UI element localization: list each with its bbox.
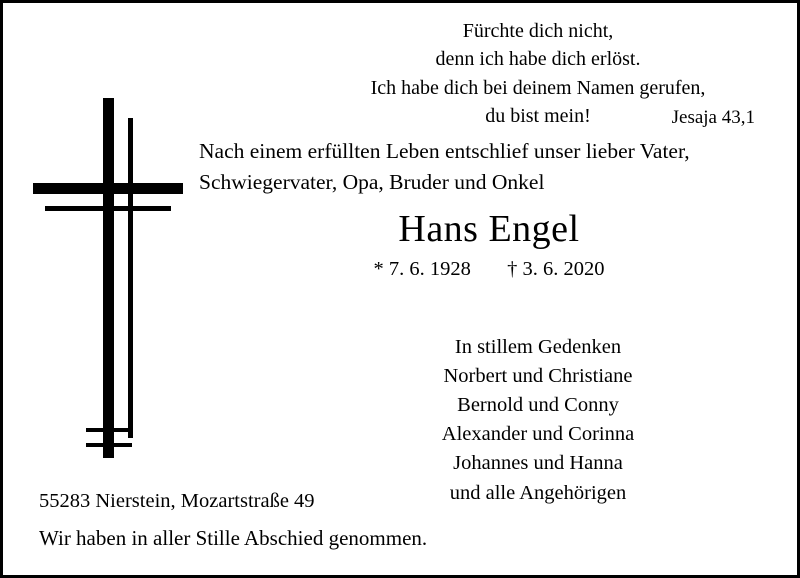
cross-horizontal-bar-thick [33,183,183,194]
intro-line: Schwiegervater, Opa, Bruder und Onkel [199,170,545,195]
verse-line: Fürchte dich nicht, [462,20,614,42]
cross-vertical-bar-thin [128,118,133,438]
verse-source: Jesaja 43,1 [671,107,755,128]
mourners-list [303,333,773,508]
verse-line: denn ich habe dich erlöst. [435,48,641,71]
verse-line: du bist mein! [485,105,591,128]
deceased-name: Hans Engel [398,208,580,250]
closing-note: Wir haben in aller Stille Abschied genommen. [39,526,428,550]
cross-foot-bar-upper [86,428,132,432]
intro-line: Nach einem erfüllten Leben entschlief unser lieber Vater, [199,139,690,163]
cross-foot-bar-lower [86,443,132,447]
mourners-line: Norbert und Christiane [443,365,633,388]
mourners-line: und alle Angehörigen [449,481,627,504]
cross-vertical-bar-thick [103,98,114,458]
birth-date: * 7. 6. 1928 [373,258,471,280]
christian-cross-icon [33,98,183,458]
deceased-dates [199,258,779,281]
verse-line: Ich habe dich bei deinem Namen gerufen, [370,76,706,99]
cross-horizontal-bar-thin [45,206,171,211]
introductory-text [199,136,789,198]
mourners-line: Bernold und Conny [457,394,619,417]
address-line: 55283 Nierstein, Mozartstraße 49 [39,490,315,512]
mourners-line: In stillem Gedenken [454,336,622,358]
death-date: † 3. 6. 2020 [507,258,605,280]
mourners-line: Alexander und Corinna [441,423,635,446]
mourners-line: Johannes und Hanna [453,452,623,475]
